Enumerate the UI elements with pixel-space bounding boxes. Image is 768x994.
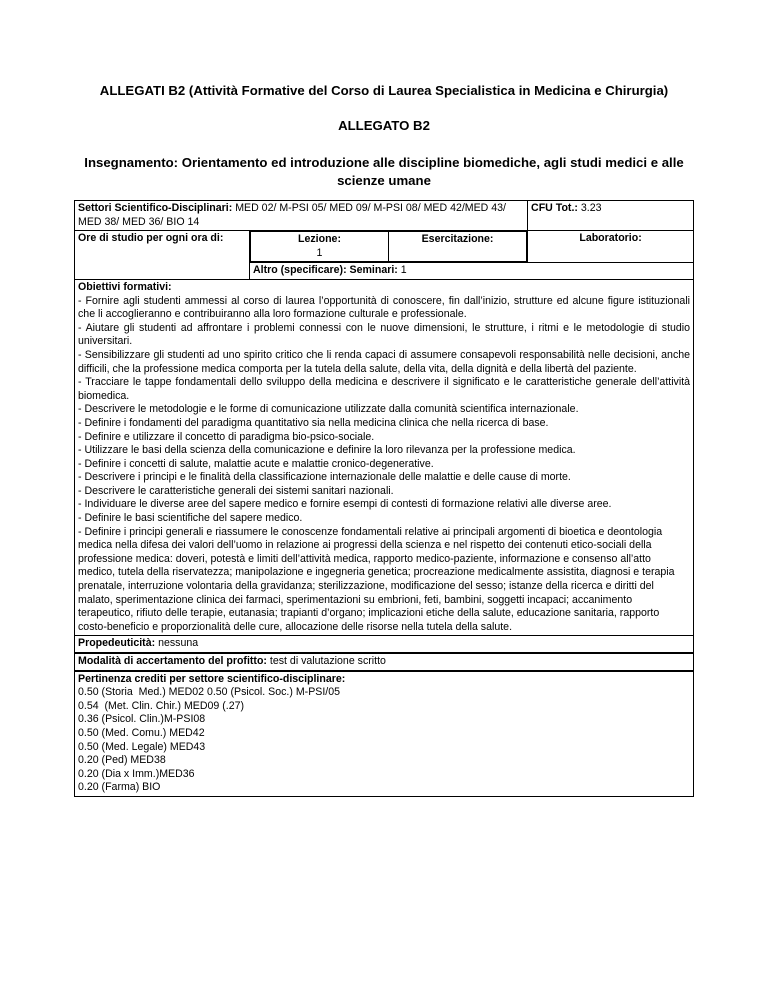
document-heading-allegato: ALLEGATO B2 (338, 118, 430, 133)
propedeuticita-value: nessuna (158, 637, 199, 650)
settori-row (75, 201, 694, 231)
obiettivo-item: - Fornire agli studenti ammessi al corso di laurea l’opportunità di conoscere, fin dall’inizio, strutture ed alcune figure istituzionali che li accoglieranno e contribuiranno alla loro formazione culturale e professionale. (78, 294, 691, 321)
course-table (74, 200, 694, 797)
cfu-value: 3.23 (580, 202, 602, 214)
credit-line: 0.36 (Psicol. Clin.)M-PSI08 (78, 713, 206, 726)
obiettivo-item: - Descrivere i principi e le finalità della classificazione internazionale delle malattie e delle cause di morte. (78, 471, 571, 484)
propedeuticita-row (75, 636, 694, 653)
ore-label: Ore di studio per ogni ora di: (78, 232, 224, 245)
obiettivo-item: - Descrivere le metodologie e le forme di comunicazione utilizzate dalla comunità scientifica internazionale. (78, 403, 579, 416)
obiettivo-item: - Definire i principi generali e riassumere le conoscenze fondamentali relative ai principali argomenti di bioetica e deontologia medica nella difesa dei valori dell’uomo in relazione ai progressi della scienza e nel rispetto dei contenuti etico-sociali della professione medica: doveri, potestà e limiti dell’attività medica, rapporto medico-paziente, informazione e consenso all’atto medico, tutela della riservatezza; manipolazione e ingegneria genetica; procreazione medicalmente assistita, diagnosi e terapia prenatale, interruzione volontaria della gravidanza; sterilizzazione, modificazione del sesso; istanze della ricerca e diritti del malato, sperimentazione clinica dei farmaci, sperimentazioni su embrioni, feti, bambini, soggetti incapaci; accanimento terapeutico, rifiuto delle terapie, eutanasia; trapianti d’organo; implicazioni etiche della salute, educazione sanitaria, rapporto costo-beneficio e proporzionalità delle cure, allocazione delle risorse nella tutela della salute. (78, 525, 675, 633)
obiettivo-item: - Definire e utilizzare il concetto di paradigma bio-psico-sociale. (78, 430, 375, 443)
obiettivo-item: - Definire i fondamenti del paradigma quantitativo sia nella medicina clinica che nella ricerca di base. (78, 416, 549, 429)
credit-line: 0.20 (Dia x Imm.)MED36 (78, 767, 195, 780)
modalita-cell (75, 653, 694, 671)
credit-line: 0.54 (Met. Clin. Chir.) MED09 (.27) (78, 699, 245, 712)
ore-label-cell (75, 231, 250, 280)
ore-row (75, 231, 694, 263)
esercitazione-label: Esercitazione: (421, 233, 494, 246)
obiettivo-item: - Sensibilizzare gli studenti ad uno spirito critico che li renda capaci di assumere consapevoli responsabilità nelle decisioni, anche difficili, che la professione medica comporta per la tutela della salute, della vita, della dignità e della libertà del paziente. (78, 348, 691, 375)
laboratorio-label: Laboratorio: (579, 232, 642, 245)
obiettivo-item: - Individuare le diverse aree del sapere medico e fornire esempi di contesti di formazione relativi alle diverse aree. (78, 498, 612, 511)
credit-line: 0.50 (Med. Comu.) MED42 (78, 726, 205, 739)
credit-line: 0.50 (Med. Legale) MED43 (78, 740, 206, 753)
laboratorio-cell (528, 231, 694, 263)
modalita-label: Modalità di accertamento del profitto: (78, 655, 267, 667)
altro-cell (250, 263, 694, 280)
settori-value: MED 02/ M-PSI 05/ MED 09/ M-PSI 08/ MED 42/MED 43/ MED 38/ MED 36/ BIO 14 (78, 202, 507, 228)
modalita-row (75, 653, 694, 671)
esercitazione-cell (389, 232, 527, 262)
modalita-value: test di valutazione scritto (269, 655, 386, 667)
course-title: Insegnamento: Orientamento ed introduzione alle discipline biomediche, agli studi medici e alle scienze umane (84, 155, 684, 188)
propedeuticita-label: Propedeuticità: (78, 637, 156, 650)
cfu-label: CFU Tot.: (531, 202, 578, 214)
document-heading-allegati: ALLEGATI B2 (Attività Formative del Corso di Laurea Specialistica in Medicina e Chirurgia) (99, 83, 669, 98)
pertinenza-row (75, 671, 694, 797)
lezione-cell (251, 232, 389, 262)
credit-line: 0.20 (Farma) BIO (78, 781, 161, 794)
lezione-label: Lezione: (298, 233, 341, 246)
altro-value: 1 (400, 264, 407, 277)
settori-cell (75, 201, 528, 231)
obiettivi-cell (75, 279, 694, 635)
obiettivo-item: - Utilizzare le basi della scienza della comunicazione e definire la loro rilevanza per la professione medica. (78, 444, 576, 457)
obiettivo-item: - Aiutare gli studenti ad affrontare i problemi connessi con le nuove dimensioni, le strutture, i ritmi e le metodologie di studio universitari. (78, 321, 691, 348)
pertinenza-cell (75, 671, 694, 797)
obiettivo-item: - Definire i concetti di salute, malattie acute e malattie cronico-degenerative. (78, 457, 434, 470)
credit-line: 0.20 (Ped) MED38 (78, 754, 166, 767)
credit-line: 0.50 (Storia Med.) MED02 0.50 (Psicol. Soc.) M-PSI/05 (78, 686, 340, 699)
obiettivo-item: - Tracciare le tappe fondamentali dello sviluppo della medicina e descrivere il significato e le caratteristiche generale dell’attività biomedica. (78, 376, 691, 402)
obiettivi-row (75, 279, 694, 635)
lezione-esercitazione-cell (250, 231, 528, 263)
obiettivo-item: - Descrivere le caratteristiche generali dei sistemi sanitari nazionali. (78, 484, 394, 497)
settori-label: Settori Scientifico-Disciplinari: (78, 202, 233, 214)
lezione-value: 1 (316, 246, 323, 259)
obiettivi-label: Obiettivi formativi: (78, 280, 172, 293)
obiettivo-item: - Definire le basi scientifiche del sapere medico. (78, 512, 303, 525)
propedeuticita-cell (75, 636, 694, 653)
altro-label: Altro (specificare): Seminari: (253, 264, 398, 277)
pertinenza-label: Pertinenza crediti per settore scientifico-disciplinare: (78, 672, 346, 685)
cfu-cell (528, 201, 694, 231)
